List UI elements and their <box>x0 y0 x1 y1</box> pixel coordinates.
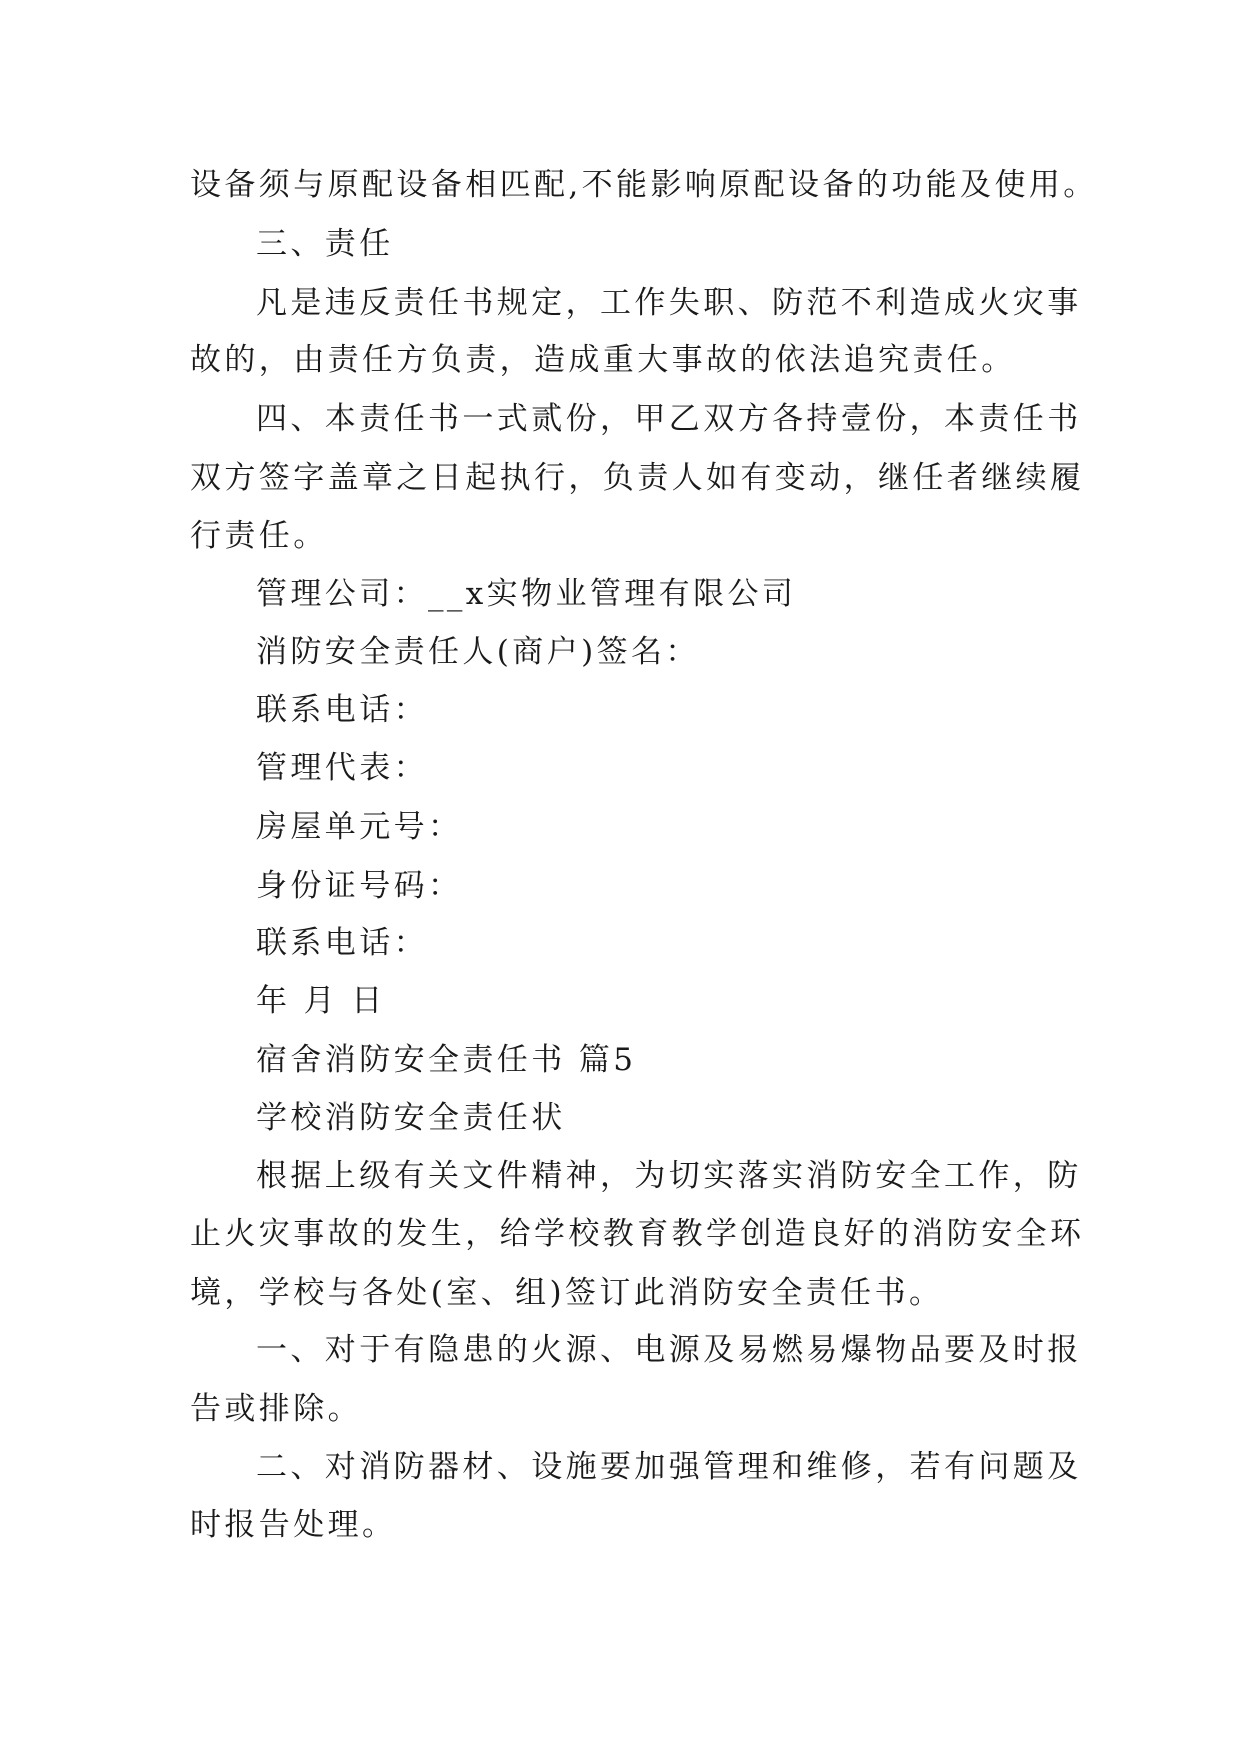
paragraph-line: 设备须与原配设备相匹配,不能影响原配设备的功能及使用。 <box>190 167 1098 203</box>
form-field-company: 管理公司：__x实物业管理有限公司 <box>256 576 797 612</box>
paragraph-line: 境，学校与各处(室、组)签订此消防安全责任书。 <box>190 1275 944 1311</box>
paragraph-line: 根据上级有关文件精神，为切实落实消防安全工作，防 <box>256 1158 1082 1194</box>
form-field-unit-number: 房屋单元号： <box>256 809 463 845</box>
paragraph-line: 四、本责任书一式贰份，甲乙双方各持壹份，本责任书 <box>256 401 1082 437</box>
paragraph-line: 止火灾事故的发生，给学校教育教学创造良好的消防安全环 <box>190 1216 1085 1252</box>
paragraph-line: 时报告处理。 <box>190 1507 397 1543</box>
form-field-signature: 消防安全责任人(商户)签名： <box>256 634 700 670</box>
paragraph-line: 凡是违反责任书规定，工作失职、防范不利造成火灾事 <box>256 285 1082 321</box>
paragraph-line: 一、对于有隐患的火源、电源及易燃易爆物品要及时报 <box>256 1332 1082 1368</box>
paragraph-line: 告或排除。 <box>190 1391 362 1427</box>
form-field-id-number: 身份证号码： <box>256 868 463 904</box>
form-field-representative: 管理代表： <box>256 750 428 786</box>
section-title: 宿舍消防安全责任书 篇5 <box>256 1042 637 1078</box>
paragraph-line: 行责任。 <box>190 518 328 554</box>
form-field-date: 年 月 日 <box>256 983 386 1019</box>
form-field-phone: 联系电话： <box>256 692 428 728</box>
paragraph-line: 故的，由责任方负责，造成重大事故的依法追究责任。 <box>190 342 1016 378</box>
form-field-phone: 联系电话： <box>256 925 428 961</box>
paragraph-line: 二、对消防器材、设施要加强管理和维修，若有问题及 <box>256 1449 1082 1485</box>
section-heading: 三、责任 <box>256 226 394 262</box>
paragraph-line: 双方签字盖章之日起执行，负责人如有变动，继任者继续履 <box>190 460 1085 496</box>
document-subtitle: 学校消防安全责任状 <box>256 1100 566 1136</box>
